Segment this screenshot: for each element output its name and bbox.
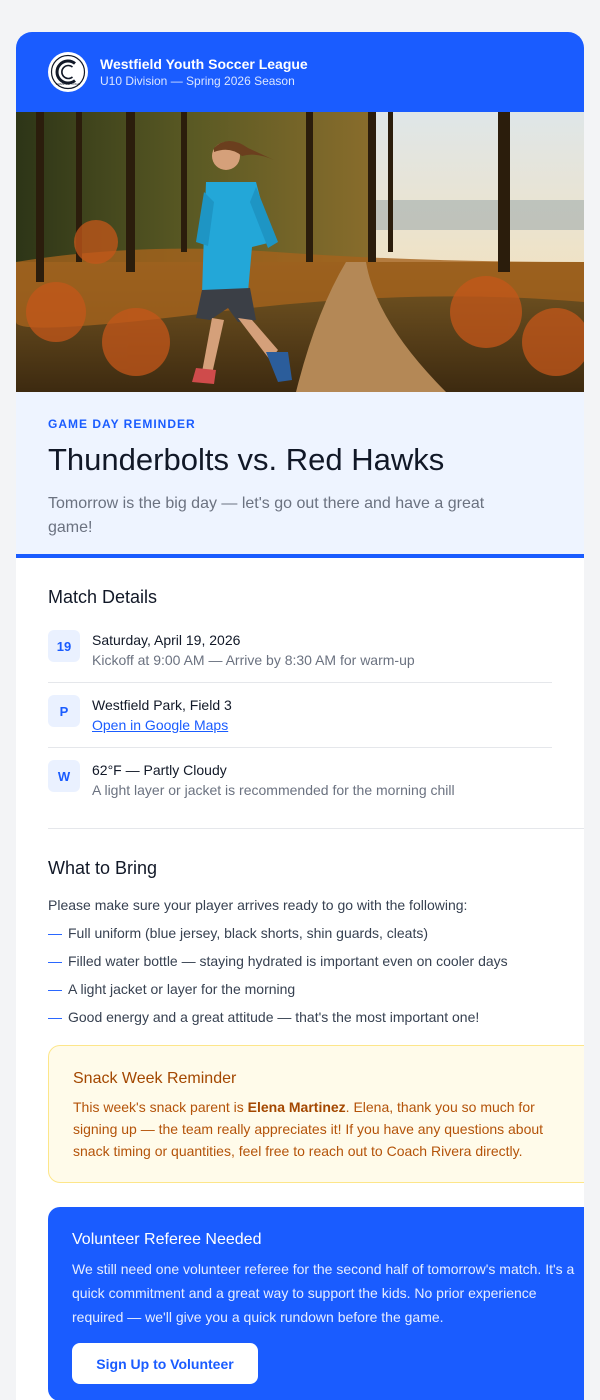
snack-reminder-box [48, 1045, 584, 1183]
snack-body: This week's snack parent is Elena Martinez. Elena, thank you so much for signing up — the team really appreciates it! If you have any questions about snack timing or quantities, feel free to reach out to Coach Rivera directly. [73, 1099, 544, 1159]
list-item: — Filled water bottle — staying hydrated is important even on cooler days [48, 953, 508, 969]
email-card [16, 32, 584, 1400]
weather-icon: W [48, 760, 80, 792]
maps-link[interactable]: Open in Google Maps [92, 717, 229, 733]
dash-icon: — [48, 1009, 62, 1025]
weather-note: A light layer or jacket is recommended for the morning chill [92, 782, 455, 798]
weather-row [48, 748, 552, 812]
volunteer-box [48, 1207, 584, 1400]
list-item: — Good energy and a great attitude — that's the most important one! [48, 1009, 480, 1025]
date-row [48, 618, 552, 683]
hero-image [16, 112, 584, 392]
dash-icon: — [48, 981, 62, 997]
dash-icon: — [48, 953, 62, 969]
league-logo [48, 52, 88, 92]
division-label: U10 Division — Spring 2026 Season [100, 74, 295, 88]
page-title: Thunderbolts vs. Red Hawks [48, 442, 445, 477]
weather-label: 62°F — Partly Cloudy [92, 762, 227, 778]
dash-icon: — [48, 925, 62, 941]
match-details-section [16, 558, 584, 812]
what-to-bring-section [16, 829, 584, 1027]
logo-text: COMPANY LOGO [55, 82, 81, 86]
location-icon: P [48, 695, 80, 727]
list-item: — A light jacket or layer for the morning [48, 981, 296, 997]
snack-parent-name: Elena Martinez [247, 1099, 346, 1115]
volunteer-body: We still need one volunteer referee for the second half of tomorrow's match. It's a quick commitment and a great way to support the kids. No prior experience required — we'll give you a quick rundown before the game. [72, 1261, 575, 1325]
calendar-icon: 19 [48, 630, 80, 662]
email-header [16, 32, 584, 112]
section-title: What to Bring [48, 858, 158, 878]
org-name: Westfield Youth Soccer League [100, 56, 308, 72]
snack-title: Snack Week Reminder [73, 1070, 237, 1087]
volunteer-title: Volunteer Referee Needed [72, 1231, 262, 1248]
runner-photo-icon [16, 112, 584, 392]
location-row [48, 683, 552, 748]
bring-intro: Please make sure your player arrives ready to go with the following: [48, 897, 468, 913]
kickoff-label: Kickoff at 9:00 AM — Arrive by 8:30 AM for warm-up [92, 652, 415, 668]
bring-list [48, 923, 552, 1027]
section-title: Match Details [48, 587, 158, 607]
page-subtitle: Tomorrow is the big day — let's go out there and have a great game! [48, 495, 485, 536]
sign-up-volunteer-button[interactable]: Sign Up to Volunteer [72, 1343, 258, 1384]
title-band [16, 392, 584, 558]
date-label: Saturday, April 19, 2026 [92, 632, 241, 648]
eyebrow-label: GAME DAY REMINDER [48, 417, 196, 431]
location-label: Westfield Park, Field 3 [92, 697, 232, 713]
list-item: — Full uniform (blue jersey, black shorts, shin guards, cleats) [48, 925, 428, 941]
